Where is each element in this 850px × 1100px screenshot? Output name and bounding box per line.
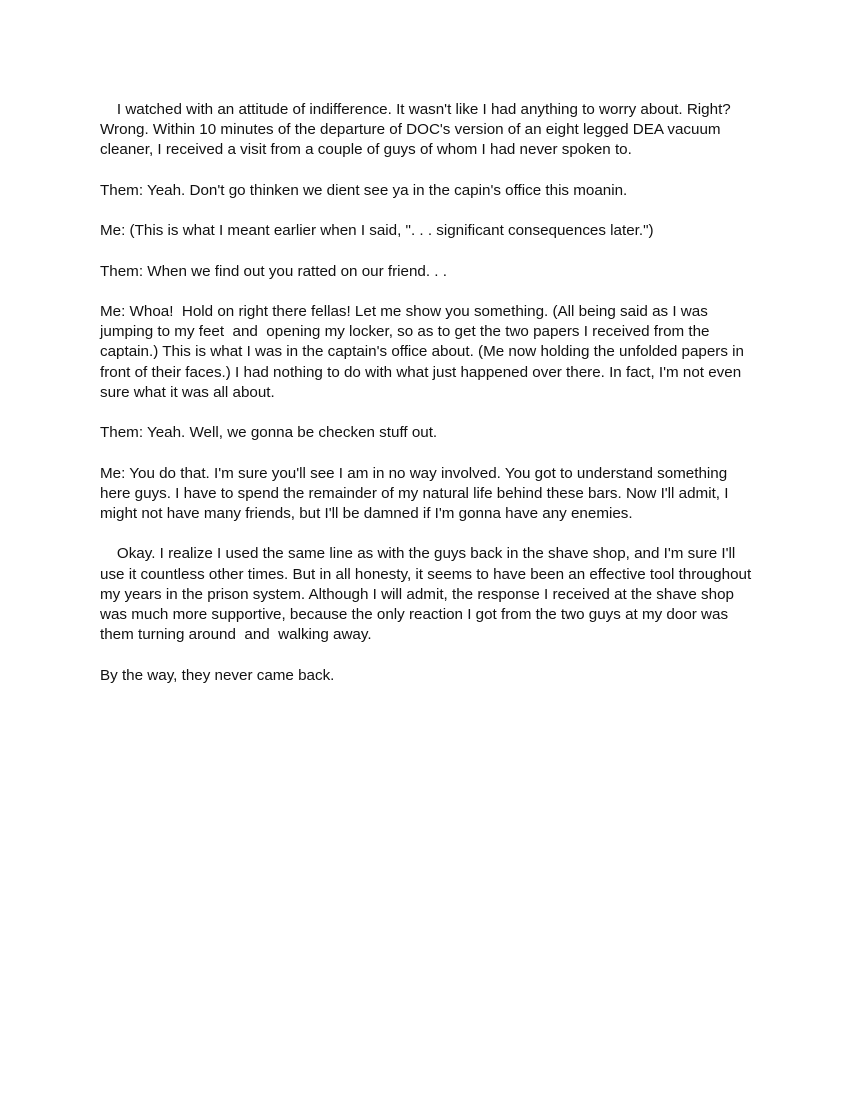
paragraph-7: Me: You do that. I'm sure you'll see I am in no way involved. You got to understand something here guys. I have to spend the remainder of my natural life behind these bars. Now I'll admit, I might not have many friends, but I'll be damned if I'm gonna have any enemies. [100,464,733,522]
paragraph-1: I watched with an attitude of indifference. It wasn't like I had anything to worry about. Right? Wrong. Within 10 minutes of the departure of DOC's version of an eight legged DEA vacuum cleaner, I received a visit from a couple of guys of whom I had never spoken to. [100,101,735,159]
paragraph-9: By the way, they never came back. [100,666,335,684]
document-page [100,100,755,706]
paragraph-5: Me: Whoa! Hold on right there fellas! Let me show you something. (All being said as I was jumping to my feet and opening my locker, so as to get the two papers I received from the captain.) This is what I was in the captain's office about. (Me now holding the unfolded papers in front of their faces.) I had nothing to do with what just happened over there. In fact, I'm not even sure what it was all about. [100,302,749,401]
paragraph-3: Me: (This is what I meant earlier when I said, ". . . significant consequences later.") [100,222,654,240]
paragraph-2: Them: Yeah. Don't go thinken we dient see ya in the capin's office this moanin. [100,181,628,199]
paragraph-6: Them: Yeah. Well, we gonna be checken stuff out. [100,424,438,442]
paragraph-4: Them: When we find out you ratted on our friend. . . [100,262,447,280]
paragraph-8: Okay. I realize I used the same line as with the guys back in the shave shop, and I'm sure I'll use it countless other times. But in all honesty, it seems to have been an effective tool throughout my years in the prison system. Although I will admit, the response I received at the shave shop was much more supportive, because the only reaction I got from the two guys at my door was them turning around and walking away. [100,545,756,644]
